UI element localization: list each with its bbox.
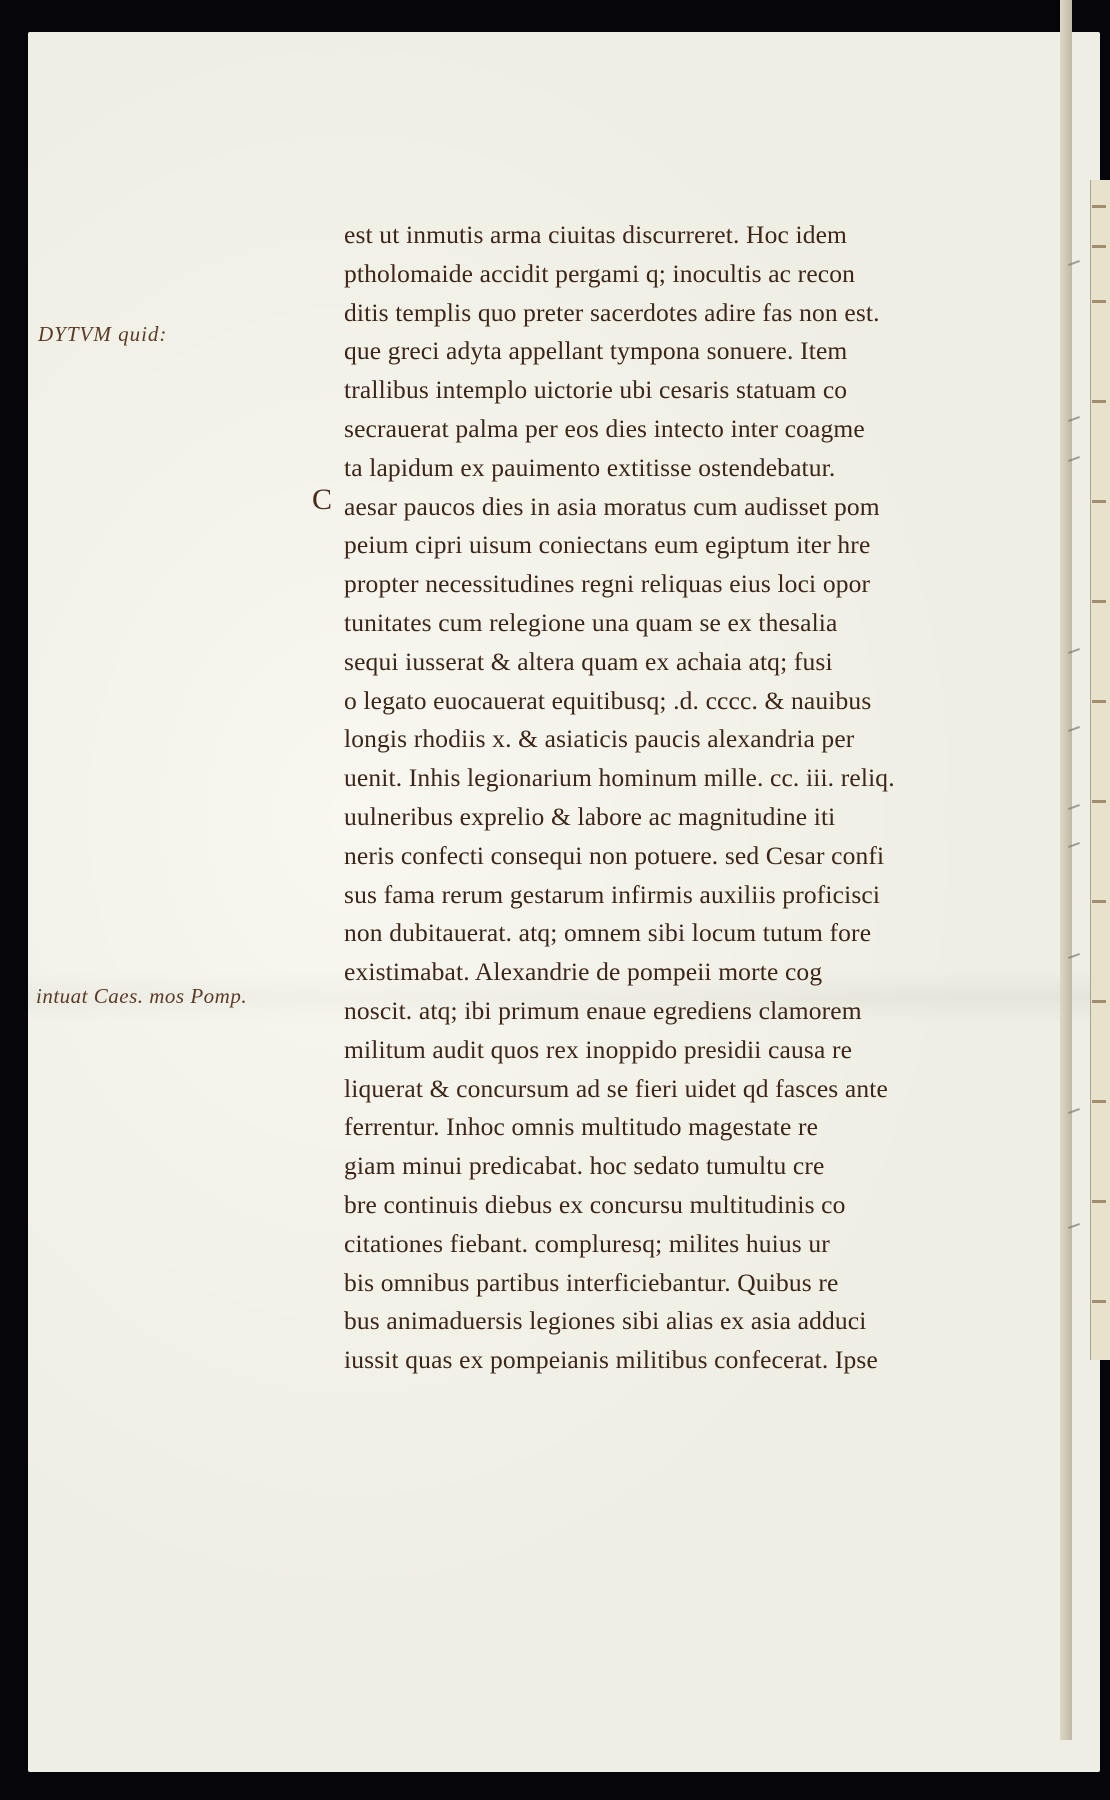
- leaf-mark: [1092, 700, 1106, 703]
- text-line: sequi iusserat & altera quam ex achaia atq; fusi: [344, 646, 833, 676]
- text-line: liquerat & concursum ad se fieri uidet qd fasces ante: [344, 1073, 888, 1103]
- leaf-mark: [1092, 800, 1106, 803]
- text-line: uulneribus expreliо & labore ac magnitudine iti: [344, 801, 836, 831]
- text-line: noscit. atq; ibi primum enaue egrediens clamorem: [344, 995, 862, 1025]
- text-line: propter necessitudines regni reliquas eius loci opor: [344, 569, 871, 599]
- adjacent-leaf-edge: [1090, 180, 1110, 1360]
- leaf-mark: [1092, 245, 1106, 248]
- leaf-mark: [1092, 1200, 1106, 1203]
- text-line: bre continuis diebus ex concursu multitudinis co: [344, 1189, 846, 1219]
- text-line: neris confecti consequi non potuere. sed Cesar confi: [344, 840, 885, 870]
- margin-note-pompey: intuat Caes. mos Pomp.: [36, 984, 248, 1008]
- leaf-mark: [1092, 1000, 1106, 1003]
- text-line: ferrentur. Inhoc omnis multitudo magestate re: [344, 1112, 819, 1142]
- text-line: trallibus intemplo uictorie ubi cesaris statuam co: [344, 375, 848, 405]
- text-line: iussit quas ex pompeianis militibus confecerat. Ipse: [344, 1345, 878, 1375]
- text-line: sus fama rerum gestarum infirmis auxiliis proficisci: [344, 879, 881, 909]
- text-line: ta lapidum ex pauimento extitisse ostendebatur.: [344, 452, 836, 482]
- text-line: militum audit quos rex inoppido presidii causa re: [344, 1034, 853, 1064]
- text-line: ptholomaide accidit pergami q; inocultis ac recon: [344, 258, 856, 288]
- text-line: citationes fiebant. compluresq; milites huius ur: [344, 1228, 830, 1258]
- text-line: bis omnibus partibus interficiebantur. Quibus re: [344, 1267, 839, 1297]
- text-line: ditis templis quo preter sacerdotes adire fas non est.: [344, 297, 880, 327]
- text-line: est ut inmutis arma ciuitas discurreret. Hoc idem: [344, 220, 848, 249]
- text-line: longis rhodiis x. & asiaticis paucis alexandria per: [344, 724, 855, 754]
- text-line: o legato euocauerat equitibusq; .d. cccc. & nauibus: [344, 685, 872, 715]
- leaf-mark: [1092, 205, 1106, 208]
- leaf-mark: [1092, 1100, 1106, 1103]
- manuscript-text-block: [344, 216, 1084, 1380]
- leaf-mark: [1092, 300, 1106, 303]
- text-line: existimabat. Alexandrie de pompeii morte cog: [344, 957, 823, 987]
- text-line: non dubitauerat. atq; omnem sibi locum tutum fore: [344, 918, 872, 948]
- leaf-mark: [1092, 500, 1106, 503]
- text-line: aesar paucos dies in asia moratus cum audisset pom: [344, 491, 880, 521]
- margin-note-adytum: DYTVM quid:: [38, 322, 168, 346]
- initial-letter: C: [312, 483, 333, 516]
- text-line: peium cipri uisum coniectans eum egiptum iter hre: [344, 530, 871, 560]
- leaf-mark: [1092, 400, 1106, 403]
- text-line: bus animaduersis legiones sibi alias ex asia adduci: [344, 1306, 867, 1336]
- text-line: giam minui predicabat. hoc sedato tumultu cre: [344, 1151, 825, 1181]
- text-line: secrauerat palma per eos dies intecto inter coagme: [344, 413, 865, 443]
- leaf-mark: [1092, 600, 1106, 603]
- leaf-mark: [1092, 900, 1106, 903]
- text-line: tunitates cum relegione una quam se ex thesalia: [344, 607, 838, 637]
- leaf-mark: [1092, 1300, 1106, 1303]
- text-line: que greci adyta appellant tympona sonuere. Item: [344, 336, 848, 366]
- text-line: uenit. Inhis legionarium hominum mille. cc. iii. reliq.: [344, 763, 895, 793]
